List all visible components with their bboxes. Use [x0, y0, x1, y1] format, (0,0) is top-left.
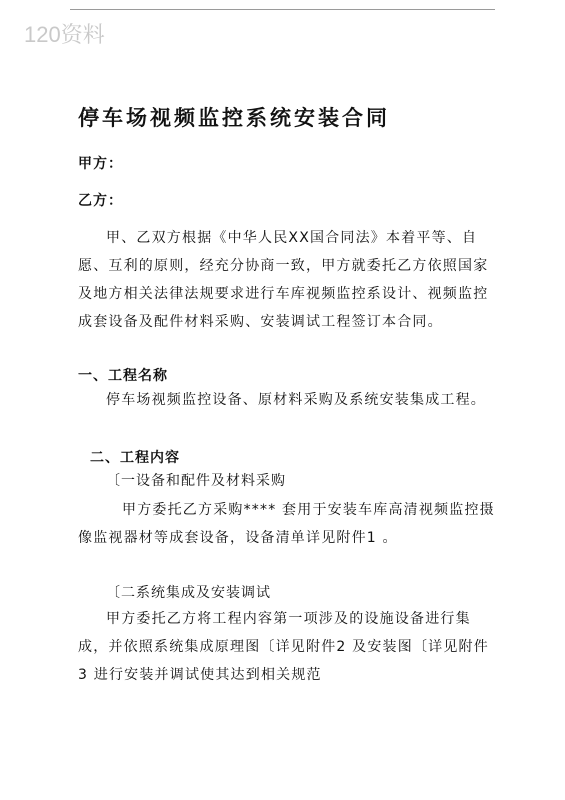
intro-paragraph: 甲、乙双方根据《中华人民XX国合同法》本着平等、自愿、互利的原则，经充分协商一致，甲方就委托乙方依照国家及地方相关法律法规要求进行车库视频监控系设计、视频监控成套设备及配件材料采购、安装调试工程签订本合同。 [78, 230, 489, 330]
document-title: 停车场视频监控系统安装合同 [78, 106, 390, 130]
section-1-heading: 一、工程名称 [78, 368, 168, 384]
section-1-body: 停车场视频监控设备、原材料采购及系统安装集成工程。 [106, 392, 486, 408]
party-a-label: 甲方： [78, 156, 123, 172]
watermark: 120资料 [24, 22, 105, 47]
section-2-sub-1-heading: 〔一设备和配件及材料采购 [106, 473, 286, 489]
header-rule [70, 9, 495, 10]
section-2-sub-1-body: 甲方委托乙方采购**** 套用于安装车库高清视频监控摄像监视器材等成套设备，设备清单详见附件1 。 [78, 502, 495, 546]
section-2-sub-2-body: 甲方委托乙方将工程内容第一项涉及的设施设备进行集成，并依照系统集成原理图〔详见附件2 及安装图〔详见附件3 进行安装并调试使其达到相关规范 [78, 611, 489, 683]
party-b-label: 乙方： [78, 193, 123, 209]
section-2-sub-2-heading: 〔二系统集成及安装调试 [106, 585, 271, 601]
section-2-heading: 二、工程内容 [90, 450, 180, 466]
